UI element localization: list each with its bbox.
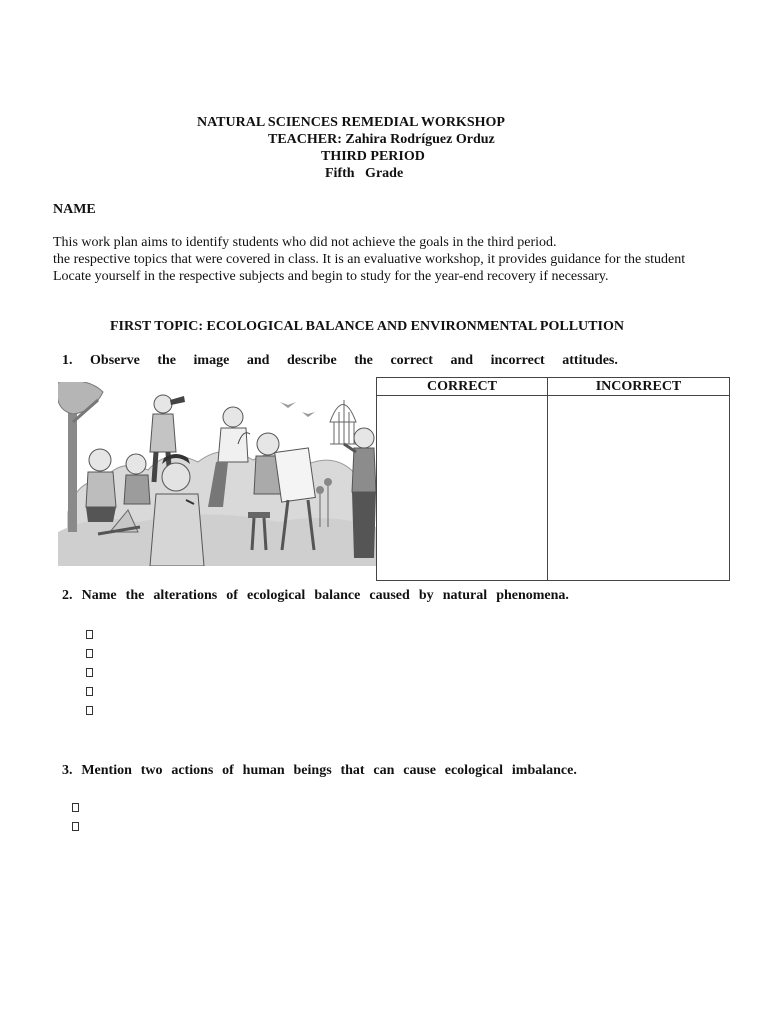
question-word: Mention [81, 763, 132, 778]
question-word: describe [286, 353, 337, 368]
question-word: alterations [153, 588, 218, 603]
topic-title: FIRST TOPIC: ECOLOGICAL BALANCE AND ENVIRONMENTAL POLLUTION [110, 319, 624, 334]
answer-bullet-box [86, 649, 93, 658]
question-1 [62, 353, 618, 369]
question-word: beings [293, 763, 332, 778]
question-word: of [222, 763, 234, 778]
question-word: the [354, 353, 373, 368]
question-word: natural [442, 588, 488, 603]
question-word: imbalance. [511, 763, 577, 778]
question-number: 1. [62, 353, 73, 368]
question-word: cause [403, 763, 436, 778]
answer-bullet-box [72, 822, 79, 831]
answer-bullet-box [86, 630, 93, 639]
question-word: human [242, 763, 285, 778]
question-word: the [125, 588, 145, 603]
question-word: and [450, 353, 474, 368]
period-line: THIRD PERIOD [321, 149, 425, 164]
intro-line-2: the respective topics that were covered in class. It is an evaluative workshop, it provides guidance for the student [53, 252, 686, 267]
question-word: the [157, 353, 176, 368]
intro-line-3: Locate yourself in the respective subjects and begin to study for the year-end recovery if necessary. [53, 269, 609, 284]
question-word: incorrect [490, 353, 545, 368]
question-number: 2. [62, 588, 73, 603]
question-2 [62, 588, 569, 604]
question-word: balance [314, 588, 361, 603]
question-word: by [418, 588, 434, 603]
workshop-title: NATURAL SCIENCES REMEDIAL WORKSHOP [197, 115, 505, 130]
correct-header: CORRECT [377, 378, 548, 396]
answer-bullet-box [86, 687, 93, 696]
question-word: caused [369, 588, 410, 603]
question-word: image [193, 353, 230, 368]
question-word: phenomena. [496, 588, 569, 603]
question-number: 3. [62, 763, 73, 778]
intro-line-1: This work plan aims to identify students who did not achieve the goals in the third period. [53, 235, 557, 250]
question-word: correct [390, 353, 433, 368]
question-word: that [340, 763, 365, 778]
grade-line: Fifth Grade [325, 166, 404, 181]
question-word: attitudes. [562, 353, 618, 368]
question-word: actions [171, 763, 214, 778]
question-word: of [226, 588, 238, 603]
name-label: NAME [53, 202, 96, 217]
question-3 [62, 763, 577, 779]
question-word: can [373, 763, 395, 778]
answer-bullet-box [72, 803, 79, 812]
question-word: two [140, 763, 163, 778]
incorrect-answer-cell[interactable] [548, 396, 730, 581]
park-scene-illustration [58, 382, 376, 566]
question-word: Observe [90, 353, 140, 368]
question-word: ecological [444, 763, 504, 778]
answer-bullet-box [86, 706, 93, 715]
correct-answer-cell[interactable] [377, 396, 548, 581]
question-word: ecological [247, 588, 306, 603]
attitudes-table [376, 377, 730, 581]
incorrect-header: INCORRECT [548, 378, 730, 396]
teacher-line: TEACHER: Zahira Rodríguez Orduz [268, 132, 495, 147]
question-word: Name [81, 588, 117, 603]
question-word: and [246, 353, 270, 368]
answer-bullet-box [86, 668, 93, 677]
